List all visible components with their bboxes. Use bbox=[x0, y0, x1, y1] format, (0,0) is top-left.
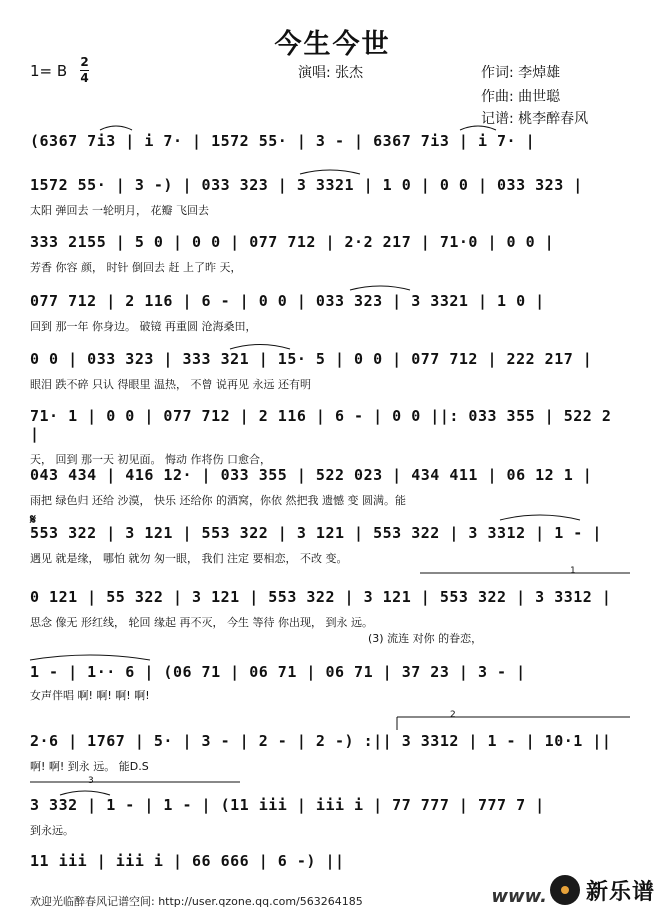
notation-line: 043 434 | 416 12· | 033 355 | 522 023 | 434 411 | 06 12 1 | bbox=[30, 466, 593, 484]
transcriber-credit: 记谱: 桃李醉春风 bbox=[481, 111, 589, 127]
volta-label-3: 3 bbox=[88, 776, 94, 786]
slur-arc bbox=[350, 286, 410, 290]
notation-line: 1572 55· | 3 -) | 033 323 | 3 3321 | 1 0 | 0 0 | 033 323 | bbox=[30, 176, 583, 194]
notation-line: 71· 1 | 0 0 | 077 712 | 2 116 | 6 - | 0 0 ||: 033 355 | 522 2 | bbox=[30, 407, 612, 443]
notation-line: 2·6 | 1767 | 5· | 3 - | 2 - | 2 -) :|| 3 3312 | 1 - | 10·1 || bbox=[30, 732, 612, 750]
key-signature: 1= B bbox=[30, 62, 68, 80]
time-signature-top: 2 bbox=[80, 55, 89, 69]
notation-line: 553 322 | 3 121 | 553 322 | 3 121 | 553 322 | 3 3312 | 1 - | bbox=[30, 524, 602, 542]
record-disc-icon bbox=[550, 875, 580, 905]
notation-line: 077 712 | 2 116 | 6 - | 0 0 | 033 323 | 3 3321 | 1 0 | bbox=[30, 292, 545, 310]
song-title: 今生今世 bbox=[274, 29, 391, 60]
slur-arc bbox=[100, 126, 132, 130]
slur-arc bbox=[460, 126, 496, 130]
lyrics-line: 芳香 你容 颜， 时针 倒回去 赶 上了昨 天， bbox=[30, 261, 242, 274]
lyrics-line: 天， 回到 那一天 初见面。 悔动 作将伤 口愈合， bbox=[30, 453, 271, 466]
slur-arc bbox=[230, 345, 290, 350]
logo-text: 新乐谱 bbox=[585, 879, 655, 905]
lyrics-line: 到永远。 bbox=[30, 824, 74, 837]
notation-line: 1 - | 1·· 6 | (06 71 | 06 71 | 06 71 | 37 23 | 3 - | bbox=[30, 663, 526, 681]
notation-line: 0 121 | 55 322 | 3 121 | 553 322 | 3 121 | 553 322 | 3 3312 | bbox=[30, 588, 612, 606]
composer-credit: 作曲: 曲世聪 bbox=[481, 89, 561, 105]
site-logo bbox=[550, 872, 655, 908]
notation-line: 0 0 | 033 323 | 333 321 | 15· 5 | 0 0 | 077 712 | 222 217 | bbox=[30, 350, 593, 368]
lyricist-credit: 作词: 李焯雄 bbox=[481, 65, 561, 81]
lyrics-line: 太阳 弹回去 一轮明月， 花瓣 飞回去 bbox=[30, 204, 209, 217]
notation-line: 3 332 | 1 - | 1 - | (11 iii | iii i | 77 777 | 777 7 | bbox=[30, 796, 545, 814]
notation-line: 333 2155 | 5 0 | 0 0 | 077 712 | 2·2 217 | 71·0 | 0 0 | bbox=[30, 233, 555, 251]
slur-arc bbox=[60, 791, 110, 795]
lyrics-line: 雨把 绿色归 还给 沙漠， 快乐 还给你 的酒窝，你依 然把我 遗憾 变 圆满。能 bbox=[30, 494, 406, 507]
lyrics-line: 女声伴唱 啊! 啊! 啊! 啊! bbox=[30, 689, 150, 702]
lyrics-line: 眼泪 跌不碎 只认 得眼里 温热， 不曾 说再见 永远 还有明 bbox=[30, 378, 311, 391]
volta-label-2: 2 bbox=[450, 710, 456, 720]
singer-credit: 演唱: 张杰 bbox=[298, 65, 364, 81]
slur-arc bbox=[500, 515, 580, 520]
slur-arc bbox=[30, 655, 150, 660]
volta-label-1: 1 bbox=[570, 566, 576, 576]
segno-mark: 𝄋 bbox=[30, 512, 37, 528]
lyrics-line: 啊! 啊! 到永 远。 能D.S bbox=[30, 760, 149, 773]
watermark-text: www. bbox=[491, 886, 547, 907]
slur-arc bbox=[300, 170, 360, 174]
lyrics-line: 回到 那一年 你身边。 破镜 再重圆 沧海桑田， bbox=[30, 320, 257, 333]
verse-three-lyric: (3) 流连 对你 的眷恋， bbox=[368, 632, 483, 645]
lyrics-line: 思念 像无 形红线， 轮回 缘起 再不灭， 今生 等待 你出现， 到永 远。 bbox=[30, 616, 373, 629]
notation-line: (6367 7i3 | i 7· | 1572 55· | 3 - | 6367 7i3 | i 7· | bbox=[30, 132, 536, 150]
time-signature-bottom: 4 bbox=[80, 71, 89, 85]
footer-credit: 欢迎光临醉春风记谱空间: http://user.qzone.qq.com/563264185 bbox=[30, 895, 363, 908]
lyrics-line: 遇见 就是缘， 哪怕 就勿 匆一眼， 我们 注定 要相恋， 不改 变。 bbox=[30, 552, 348, 565]
notation-line: 11 iii | iii i | 66 666 | 6 -) || bbox=[30, 852, 345, 870]
